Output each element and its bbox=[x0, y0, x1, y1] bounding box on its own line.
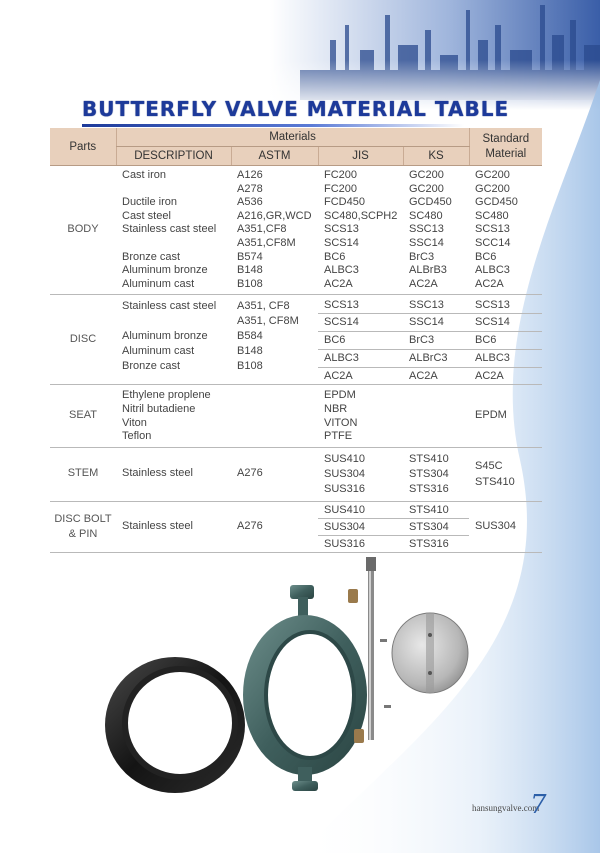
discbolt-ks-cell bbox=[403, 501, 469, 552]
body-description bbox=[122, 183, 231, 197]
disc-jis: AC2A bbox=[324, 370, 353, 383]
body-astm: A278 bbox=[237, 182, 263, 195]
page-number: 7 bbox=[530, 790, 547, 820]
stem-standard-cell bbox=[469, 447, 542, 501]
header-standard-line2: Material bbox=[485, 147, 527, 160]
stem-jis: SUS304 bbox=[324, 467, 365, 480]
body-ks-cell bbox=[403, 166, 469, 295]
body-standard: SCS13 bbox=[475, 223, 510, 236]
part-body: BODY bbox=[50, 166, 116, 295]
disc-jis: SCS14 bbox=[318, 314, 403, 332]
header-jis: JIS bbox=[318, 147, 403, 166]
stem-standard: STS410 bbox=[475, 476, 515, 489]
stem-ks-cell bbox=[403, 447, 469, 501]
body-jis: FCD450 bbox=[324, 196, 365, 209]
body-ks: BrC3 bbox=[409, 250, 435, 263]
disc-astm-cell bbox=[231, 295, 318, 385]
header-materials: Materials bbox=[116, 128, 469, 147]
body-description: Stainless cast steel bbox=[122, 223, 217, 236]
disc-astm: B584 bbox=[237, 330, 263, 343]
discbolt-jis: SUS316 bbox=[324, 537, 365, 550]
body-astm: A351,CF8 bbox=[237, 223, 287, 236]
header-description: DESCRIPTION bbox=[116, 147, 231, 166]
table-row-seat bbox=[50, 385, 542, 447]
body-astm: B574 bbox=[237, 250, 263, 263]
disc-ks: BrC3 bbox=[403, 332, 469, 350]
disc-description: Aluminum cast bbox=[122, 345, 195, 358]
discbolt-jis: SUS410 bbox=[318, 502, 403, 519]
disc-description: Bronze cast bbox=[122, 360, 181, 373]
body-ks: SSC13 bbox=[409, 223, 444, 236]
body-ks: SSC14 bbox=[409, 236, 444, 249]
body-description: Bronze cast bbox=[122, 250, 181, 263]
body-ks: GC200 bbox=[409, 182, 444, 195]
disc-astm: A351, CF8M bbox=[237, 315, 299, 328]
table-row-disc-bolt bbox=[50, 501, 542, 552]
disc-standard: SCS14 bbox=[469, 314, 542, 332]
body-jis: SCS14 bbox=[324, 236, 359, 249]
material-table bbox=[50, 128, 542, 553]
seat-description: Teflon bbox=[122, 430, 152, 443]
disc-standard: ALBC3 bbox=[469, 350, 542, 368]
seat-jis: NBR bbox=[324, 402, 348, 415]
body-jis-cell bbox=[318, 166, 403, 295]
body-ks: GC200 bbox=[409, 169, 444, 181]
disc-standard-cell bbox=[469, 295, 542, 385]
discbolt-jis-cell bbox=[318, 501, 403, 552]
header-parts: Parts bbox=[50, 128, 116, 166]
table-row-stem bbox=[50, 447, 542, 501]
seat-jis: PTFE bbox=[324, 430, 353, 443]
part-disc: DISC bbox=[50, 295, 116, 385]
body-description: Aluminum bronze bbox=[122, 264, 208, 277]
body-jis: SCS13 bbox=[324, 223, 359, 236]
part-disc-bolt bbox=[50, 501, 116, 552]
header-ks: KS bbox=[403, 147, 469, 166]
body-description: Cast iron bbox=[122, 169, 167, 181]
discbolt-astm: A276 bbox=[231, 501, 318, 552]
body-description bbox=[122, 237, 231, 251]
part-seat: SEAT bbox=[50, 385, 116, 447]
disc-graphic bbox=[392, 613, 468, 693]
body-standard: SC480 bbox=[475, 209, 509, 222]
title-underline bbox=[82, 124, 464, 127]
table-row-body bbox=[50, 166, 542, 295]
disc-jis: SCS13 bbox=[318, 297, 403, 314]
seat-jis: EPDM bbox=[324, 389, 356, 402]
body-ks: SC480 bbox=[409, 209, 443, 222]
body-astm: A126 bbox=[237, 169, 263, 181]
stem-description: Stainless steel bbox=[116, 447, 231, 501]
seat-jis-cell bbox=[318, 385, 403, 447]
body-jis: ALBC3 bbox=[324, 264, 359, 277]
disc-jis: BC6 bbox=[318, 332, 403, 350]
butterfly-valve-exploded-illustration bbox=[100, 555, 500, 800]
seat-description-cell bbox=[116, 385, 318, 447]
body-astm-cell bbox=[231, 166, 318, 295]
body-ks: ALBrB3 bbox=[409, 264, 447, 277]
stem-jis: SUS316 bbox=[324, 482, 365, 495]
body-description-cell bbox=[116, 166, 231, 295]
header-standard-line1: Standard bbox=[482, 132, 530, 145]
disc-ks: SSC13 bbox=[403, 297, 469, 314]
discbolt-ks: STS316 bbox=[409, 537, 449, 550]
body-description: Ductile iron bbox=[122, 196, 178, 209]
disc-description bbox=[122, 314, 231, 329]
body-astm: A216,GR,WCD bbox=[237, 209, 312, 222]
body-astm: A351,CF8M bbox=[237, 236, 296, 249]
seat-jis: VITON bbox=[324, 416, 358, 429]
body-description: Aluminum cast bbox=[122, 277, 195, 290]
part-disc-bolt-line1: DISC BOLT bbox=[54, 512, 112, 525]
disc-description: Aluminum bronze bbox=[122, 330, 208, 343]
header-standard-material bbox=[469, 128, 542, 166]
body-standard: BC6 bbox=[475, 250, 497, 263]
body-description: Cast steel bbox=[122, 209, 171, 222]
body-standard: SCC14 bbox=[475, 236, 511, 249]
disc-standard: AC2A bbox=[475, 370, 504, 383]
disc-description: Stainless cast steel bbox=[122, 300, 217, 313]
body-standard: ALBC3 bbox=[475, 264, 510, 277]
disc-ks: ALBrC3 bbox=[403, 350, 469, 368]
body-jis: FC200 bbox=[324, 169, 358, 181]
discbolt-ks: STS304 bbox=[403, 519, 469, 536]
disc-astm: A351, CF8 bbox=[237, 300, 290, 313]
page-title: BUTTERFLY VALVE MATERIAL TABLE bbox=[82, 97, 510, 121]
body-standard: GCD450 bbox=[475, 196, 518, 209]
body-ks: AC2A bbox=[409, 277, 438, 290]
body-jis: SC480,SCPH2 bbox=[324, 209, 398, 222]
footer-url: hansungvalve.com bbox=[472, 803, 540, 813]
seat-description: Ethylene proplene bbox=[122, 389, 211, 402]
body-standard: GC200 bbox=[475, 182, 510, 195]
body-astm: A536 bbox=[237, 196, 263, 209]
disc-jis: ALBC3 bbox=[318, 350, 403, 368]
stem-ks: STS410 bbox=[409, 452, 449, 465]
body-astm: B108 bbox=[237, 277, 263, 290]
disc-astm: B148 bbox=[237, 345, 263, 358]
body-jis: AC2A bbox=[324, 277, 353, 290]
body-ks: GCD450 bbox=[409, 196, 452, 209]
disc-astm: B108 bbox=[237, 360, 263, 373]
stem-jis-cell bbox=[318, 447, 403, 501]
body-standard: AC2A bbox=[475, 277, 504, 290]
body-jis: FC200 bbox=[324, 182, 358, 195]
header-astm: ASTM bbox=[231, 147, 318, 166]
valve-body-graphic bbox=[243, 585, 367, 791]
stem-standard: S45C bbox=[475, 460, 503, 473]
seat-description: Viton bbox=[122, 416, 147, 429]
stem-astm: A276 bbox=[231, 447, 318, 501]
seat-ks-cell bbox=[403, 385, 469, 447]
disc-ks: SSC14 bbox=[403, 314, 469, 332]
stem-ks: STS316 bbox=[409, 482, 449, 495]
body-standard: GC200 bbox=[475, 169, 510, 181]
discbolt-ks: STS410 bbox=[403, 502, 469, 519]
part-disc-bolt-line2: & PIN bbox=[68, 527, 98, 540]
disc-standard: SCS13 bbox=[469, 297, 542, 314]
seat-description: Nitril butadiene bbox=[122, 402, 196, 415]
body-standard-cell bbox=[469, 166, 542, 295]
disc-jis-cell bbox=[318, 295, 403, 385]
disc-standard: BC6 bbox=[469, 332, 542, 350]
stem-ks: STS304 bbox=[409, 467, 449, 480]
discbolt-jis: SUS304 bbox=[318, 519, 403, 536]
disc-ks-cell bbox=[403, 295, 469, 385]
discbolt-description: Stainless steel bbox=[116, 501, 231, 552]
stem-jis: SUS410 bbox=[324, 452, 365, 465]
disc-description-cell bbox=[116, 295, 231, 385]
seat-ring-graphic bbox=[105, 657, 245, 793]
part-stem: STEM bbox=[50, 447, 116, 501]
disc-ks: AC2A bbox=[409, 370, 438, 383]
body-jis: BC6 bbox=[324, 250, 346, 263]
table-row-disc bbox=[50, 295, 542, 385]
body-astm: B148 bbox=[237, 264, 263, 277]
stem-graphic bbox=[366, 557, 376, 740]
seat-standard: EPDM bbox=[469, 385, 542, 447]
discbolt-standard: SUS304 bbox=[469, 501, 542, 552]
